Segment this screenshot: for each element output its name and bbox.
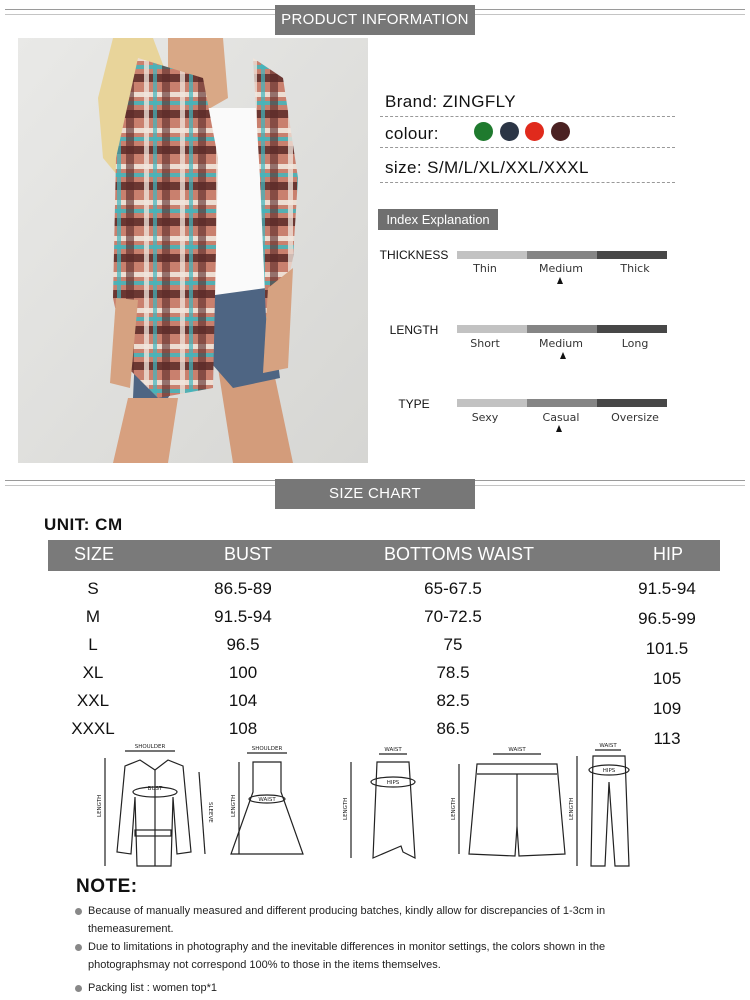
scale-option: Thin: [473, 262, 497, 275]
index-label-length: LENGTH: [389, 323, 439, 337]
note-item: Because of manually measured and different producing batches, kindly allow for discrepancies of 1-3cm in themeasurement.: [88, 905, 606, 935]
colour-swatch-red[interactable]: [525, 122, 544, 141]
cell-bust: 86.5-89: [214, 579, 272, 598]
cell-size: XL: [82, 663, 104, 682]
scale-option: Casual: [542, 411, 580, 424]
selected-marker-icon: [556, 425, 562, 432]
note-item: Packing list : women top*1: [88, 982, 218, 994]
bullet-icon: [75, 908, 82, 915]
divider-dotted-2: [380, 147, 675, 148]
dress-diagram: [231, 753, 303, 854]
scale-segment: [597, 251, 667, 259]
cell-waist: 70-72.5: [424, 607, 482, 626]
scale-option: Sexy: [471, 411, 499, 424]
index-label-thickness: THICKNESS: [379, 248, 449, 262]
scale-segment: [597, 399, 667, 407]
divider-dotted-1: [380, 116, 675, 117]
index-explanation-tag: Index Explanation: [378, 209, 498, 230]
scale-segment: [457, 399, 527, 407]
label-length-3: LENGTH: [343, 797, 349, 820]
label-waist-4: WAIST: [599, 743, 617, 749]
scale-option: Thick: [620, 262, 650, 275]
scale-option: Long: [621, 337, 649, 350]
label-waist-3: WAIST: [508, 747, 526, 753]
cell-hip: 109: [652, 699, 682, 718]
label-shoulder-2: SHOULDER: [251, 746, 283, 752]
label-length-2: LENGTH: [231, 794, 237, 817]
label-sleeve: SLEEVE: [207, 802, 213, 823]
label-hips: HIPS: [386, 780, 400, 786]
colour-label: colour:: [385, 124, 439, 143]
cell-waist: 82.5: [436, 691, 470, 710]
cell-size: S: [87, 579, 99, 598]
cell-waist: 65-67.5: [424, 579, 482, 598]
note-item: Due to limitations in photography and the inevitable differences in monitor settings, the colors shown in the photographsmay not correspond 100% to those in the items themselves.: [88, 941, 606, 971]
selected-marker-icon: [560, 352, 566, 359]
scale-option: Medium: [539, 337, 583, 350]
label-length-5: LENGTH: [569, 797, 575, 820]
scale-segment: [527, 399, 597, 407]
scale-segment: [457, 325, 527, 333]
label-length: LENGTH: [97, 794, 103, 817]
cell-bust: 96.5: [226, 635, 260, 654]
size-chart-banner: SIZE CHART: [275, 479, 475, 509]
label-hips-2: HIPS: [602, 768, 616, 774]
scale-option: Short: [470, 337, 500, 350]
col-header-bottoms-waist: BOTTOMS WAIST: [384, 544, 535, 564]
cell-bust: 108: [228, 719, 258, 738]
cell-hip: 96.5-99: [638, 609, 696, 628]
skirt-diagram: [351, 754, 415, 858]
note-title: NOTE:: [76, 876, 138, 897]
bullet-icon: [75, 985, 82, 992]
colour-swatch-green[interactable]: [474, 122, 493, 141]
cell-size: M: [85, 607, 101, 626]
colour-swatch-navy[interactable]: [500, 122, 519, 141]
cell-size: L: [88, 635, 98, 654]
index-label-type: TYPE: [398, 397, 430, 411]
divider-dotted-3: [380, 182, 675, 183]
cell-hip: 113: [653, 729, 681, 748]
col-header-hip: HIP: [653, 544, 684, 564]
label-length-4: LENGTH: [451, 797, 457, 820]
selected-marker-icon: [557, 277, 563, 284]
label-bust: BUST: [147, 786, 163, 792]
cell-bust: 91.5-94: [214, 607, 272, 626]
scale-segment: [527, 325, 597, 333]
brand-text: Brand: ZINGFLY: [385, 92, 516, 111]
cell-hip: 91.5-94: [638, 579, 696, 598]
scale-segment: [527, 251, 597, 259]
scale-option: Medium: [539, 262, 583, 275]
label-waist-2: WAIST: [384, 747, 402, 753]
bullet-icon: [75, 944, 82, 951]
cell-bust: 100: [228, 663, 258, 682]
shirt-diagram: [105, 751, 205, 866]
label-shoulder: SHOULDER: [134, 744, 166, 750]
cell-bust: 104: [228, 691, 258, 710]
cell-waist: 78.5: [436, 663, 470, 682]
cell-size: XXXL: [71, 719, 115, 738]
cell-hip: 105: [652, 669, 682, 688]
shorts-diagram: [459, 754, 565, 856]
unit-label: UNIT: CM: [44, 515, 123, 534]
product-photo: [18, 38, 368, 463]
cell-hip: 101.5: [645, 639, 689, 658]
scale-option: Oversize: [611, 411, 659, 424]
scale-segment: [457, 251, 527, 259]
cell-size: XXL: [76, 691, 110, 710]
label-waist: WAIST: [258, 797, 276, 803]
cell-waist: 75: [443, 635, 463, 654]
scale-segment: [597, 325, 667, 333]
cell-waist: 86.5: [436, 719, 470, 738]
measurement-illustrations: [95, 742, 655, 870]
product-info-banner: PRODUCT INFORMATION: [275, 5, 475, 35]
col-header-size: SIZE: [74, 544, 115, 564]
size-text: size: S/M/L/XL/XXL/XXXL: [385, 158, 589, 177]
colour-swatch-maroon[interactable]: [551, 122, 570, 141]
col-header-bust: BUST: [224, 544, 273, 564]
